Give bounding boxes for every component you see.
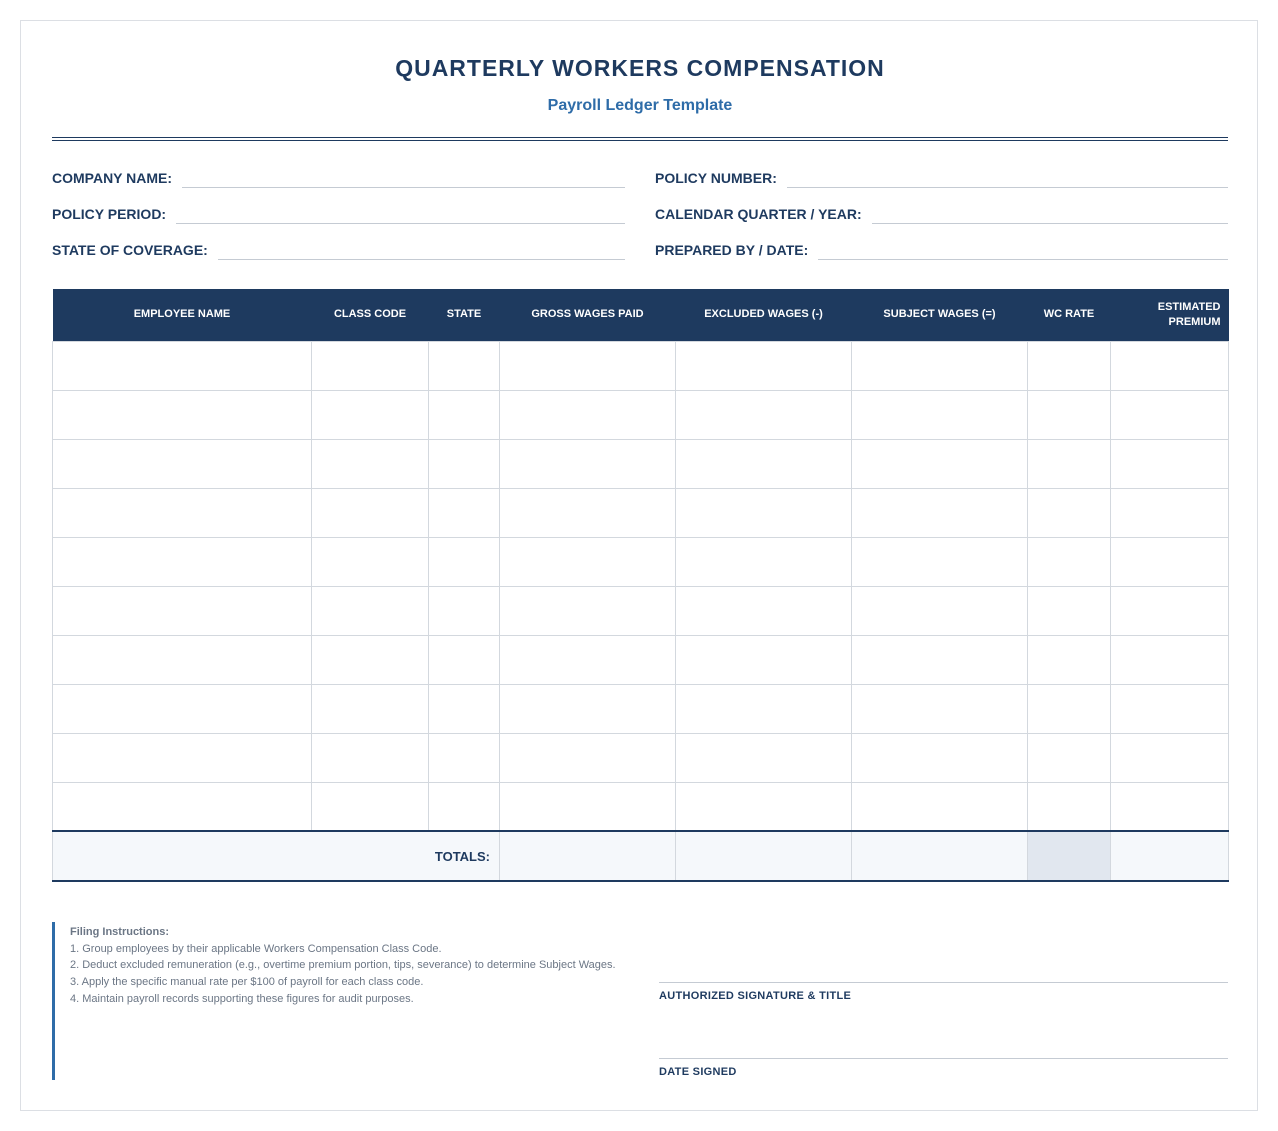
state-cell[interactable]	[429, 488, 500, 537]
company-name-field	[52, 166, 625, 188]
calendar-quarter-field	[655, 202, 1228, 224]
estimated-premium-cell[interactable]	[1111, 635, 1229, 684]
excluded-wages-cell[interactable]	[676, 782, 852, 831]
gross-wages-cell[interactable]	[500, 439, 676, 488]
policy-number-label: POLICY NUMBER:	[655, 170, 777, 186]
table-row	[53, 684, 1229, 733]
employee-name-cell[interactable]	[53, 733, 312, 782]
prepared-by-field	[655, 238, 1228, 260]
totals-label: TOTALS:	[53, 831, 500, 881]
table-row	[53, 733, 1229, 782]
class-code-cell[interactable]	[312, 635, 429, 684]
date-signed-label: DATE SIGNED	[659, 1066, 737, 1078]
table-row	[53, 537, 1229, 586]
subject-wages-cell[interactable]	[852, 733, 1028, 782]
policy-number-input-line[interactable]	[787, 166, 1228, 188]
estimated-premium-cell[interactable]	[1111, 782, 1229, 831]
column-header-gross-wages: GROSS WAGES PAID	[500, 289, 676, 341]
state-of-coverage-input-line[interactable]	[218, 238, 625, 260]
gross-wages-cell[interactable]	[500, 586, 676, 635]
estimated-premium-cell[interactable]	[1111, 733, 1229, 782]
column-header-excluded-wages: EXCLUDED WAGES (-)	[676, 289, 852, 341]
employee-name-cell[interactable]	[53, 488, 312, 537]
wc-rate-cell[interactable]	[1028, 341, 1111, 390]
wc-rate-cell[interactable]	[1028, 390, 1111, 439]
table-row	[53, 586, 1229, 635]
table-row	[53, 390, 1229, 439]
excluded-wages-cell[interactable]	[676, 586, 852, 635]
wc-rate-cell[interactable]	[1028, 782, 1111, 831]
excluded-wages-cell[interactable]	[676, 733, 852, 782]
gross-wages-cell[interactable]	[500, 635, 676, 684]
subject-wages-cell[interactable]	[852, 684, 1028, 733]
state-of-coverage-label: STATE OF COVERAGE:	[52, 242, 208, 258]
page-title: QUARTERLY WORKERS COMPENSATION	[395, 55, 885, 81]
class-code-cell[interactable]	[312, 439, 429, 488]
estimated-premium-cell[interactable]	[1111, 439, 1229, 488]
totals-row	[53, 831, 1229, 881]
policy-number-field	[655, 166, 1228, 188]
gross-wages-cell[interactable]	[500, 733, 676, 782]
employee-name-cell[interactable]	[53, 782, 312, 831]
estimated-premium-cell[interactable]	[1111, 390, 1229, 439]
authorized-signature-block	[659, 982, 1228, 1002]
company-name-label: COMPANY NAME:	[52, 170, 173, 186]
company-name-input-line[interactable]	[182, 166, 625, 188]
class-code-cell[interactable]	[312, 390, 429, 439]
payroll-ledger-table	[52, 289, 1229, 882]
total-wc-rate-cell	[1028, 831, 1111, 881]
excluded-wages-cell[interactable]	[676, 488, 852, 537]
employee-name-cell[interactable]	[53, 635, 312, 684]
wc-rate-cell[interactable]	[1028, 439, 1111, 488]
estimated-premium-cell[interactable]	[1111, 341, 1229, 390]
state-cell[interactable]	[429, 782, 500, 831]
subject-wages-cell[interactable]	[852, 782, 1028, 831]
table-row	[53, 341, 1229, 390]
prepared-by-label: PREPARED BY / DATE:	[655, 242, 809, 258]
instruction-item: 2. Deduct excluded remuneration (e.g., overtime premium portion, tips, severance) to determine Subject Wages.	[70, 959, 616, 972]
instruction-item: 1. Group employees by their applicable Workers Compensation Class Code.	[70, 942, 442, 955]
gross-wages-cell[interactable]	[500, 390, 676, 439]
state-cell[interactable]	[429, 537, 500, 586]
class-code-cell[interactable]	[312, 586, 429, 635]
authorized-signature-label: AUTHORIZED SIGNATURE & TITLE	[659, 990, 852, 1002]
total-estimated-premium-cell[interactable]	[1111, 831, 1229, 881]
date-signed-line[interactable]	[659, 1058, 1228, 1059]
column-header-class-code: CLASS CODE	[312, 289, 429, 341]
subject-wages-cell[interactable]	[852, 635, 1028, 684]
instruction-item: 3. Apply the specific manual rate per $100 of payroll for each class code.	[70, 976, 424, 989]
employee-name-cell[interactable]	[53, 537, 312, 586]
subject-wages-cell[interactable]	[852, 341, 1028, 390]
prepared-by-input-line[interactable]	[818, 238, 1228, 260]
policy-period-label: POLICY PERIOD:	[52, 206, 167, 222]
gross-wages-cell[interactable]	[500, 537, 676, 586]
state-cell[interactable]	[429, 684, 500, 733]
total-gross-wages-cell[interactable]	[500, 831, 676, 881]
state-cell[interactable]	[429, 635, 500, 684]
policy-period-field	[52, 202, 625, 224]
class-code-cell[interactable]	[312, 488, 429, 537]
instruction-item: 4. Maintain payroll records supporting these figures for audit purposes.	[70, 992, 414, 1005]
table-row	[53, 782, 1229, 831]
column-header-wc-rate: WC RATE	[1028, 289, 1111, 341]
excluded-wages-cell[interactable]	[676, 439, 852, 488]
table-header-row	[53, 289, 1229, 341]
wc-rate-cell[interactable]	[1028, 733, 1111, 782]
employee-name-cell[interactable]	[53, 390, 312, 439]
gross-wages-cell[interactable]	[500, 341, 676, 390]
header-divider	[52, 137, 1228, 141]
state-of-coverage-field	[52, 238, 625, 260]
estimated-premium-cell[interactable]	[1111, 684, 1229, 733]
state-cell[interactable]	[429, 733, 500, 782]
wc-rate-cell[interactable]	[1028, 537, 1111, 586]
state-cell[interactable]	[429, 586, 500, 635]
class-code-cell[interactable]	[312, 733, 429, 782]
employee-name-cell[interactable]	[53, 439, 312, 488]
excluded-wages-cell[interactable]	[676, 537, 852, 586]
calendar-quarter-label: CALENDAR QUARTER / YEAR:	[655, 206, 862, 222]
estimated-premium-cell[interactable]	[1111, 488, 1229, 537]
table-row	[53, 439, 1229, 488]
wc-rate-cell[interactable]	[1028, 586, 1111, 635]
state-cell[interactable]	[429, 439, 500, 488]
subject-wages-cell[interactable]	[852, 488, 1028, 537]
employee-name-cell[interactable]	[53, 341, 312, 390]
gross-wages-cell[interactable]	[500, 684, 676, 733]
date-signed-block	[659, 1058, 1228, 1078]
class-code-cell[interactable]	[312, 782, 429, 831]
gross-wages-cell[interactable]	[500, 488, 676, 537]
table-body	[53, 341, 1229, 831]
excluded-wages-cell[interactable]	[676, 684, 852, 733]
total-subject-wages-cell[interactable]	[852, 831, 1028, 881]
estimated-premium-cell[interactable]	[1111, 586, 1229, 635]
table-row	[53, 635, 1229, 684]
wc-rate-cell[interactable]	[1028, 635, 1111, 684]
ledger-sheet	[20, 20, 1258, 1111]
column-header-subject-wages: SUBJECT WAGES (=)	[852, 289, 1028, 341]
subject-wages-cell[interactable]	[852, 586, 1028, 635]
gross-wages-cell[interactable]	[500, 782, 676, 831]
wc-rate-cell[interactable]	[1028, 488, 1111, 537]
excluded-wages-cell[interactable]	[676, 341, 852, 390]
instructions-heading: Filing Instructions:	[70, 926, 169, 938]
filing-instructions	[52, 922, 642, 1080]
table-row	[53, 488, 1229, 537]
subject-wages-cell[interactable]	[852, 439, 1028, 488]
authorized-signature-line[interactable]	[659, 982, 1228, 983]
excluded-wages-cell[interactable]	[676, 390, 852, 439]
subject-wages-cell[interactable]	[852, 537, 1028, 586]
class-code-cell[interactable]	[312, 341, 429, 390]
total-excluded-wages-cell[interactable]	[676, 831, 852, 881]
state-cell[interactable]	[429, 390, 500, 439]
class-code-cell[interactable]	[312, 537, 429, 586]
page-subtitle: Payroll Ledger Template	[547, 97, 733, 114]
employee-name-cell[interactable]	[53, 684, 312, 733]
employee-name-cell[interactable]	[53, 586, 312, 635]
column-header-estimated-premium: ESTIMATED PREMIUM	[1111, 289, 1229, 341]
calendar-quarter-input-line[interactable]	[872, 202, 1228, 224]
class-code-cell[interactable]	[312, 684, 429, 733]
state-cell[interactable]	[429, 341, 500, 390]
subject-wages-cell[interactable]	[852, 390, 1028, 439]
estimated-premium-cell[interactable]	[1111, 537, 1229, 586]
excluded-wages-cell[interactable]	[676, 635, 852, 684]
policy-period-input-line[interactable]	[176, 202, 625, 224]
wc-rate-cell[interactable]	[1028, 684, 1111, 733]
column-header-employee-name: EMPLOYEE NAME	[53, 289, 312, 341]
column-header-state: STATE	[429, 289, 500, 341]
